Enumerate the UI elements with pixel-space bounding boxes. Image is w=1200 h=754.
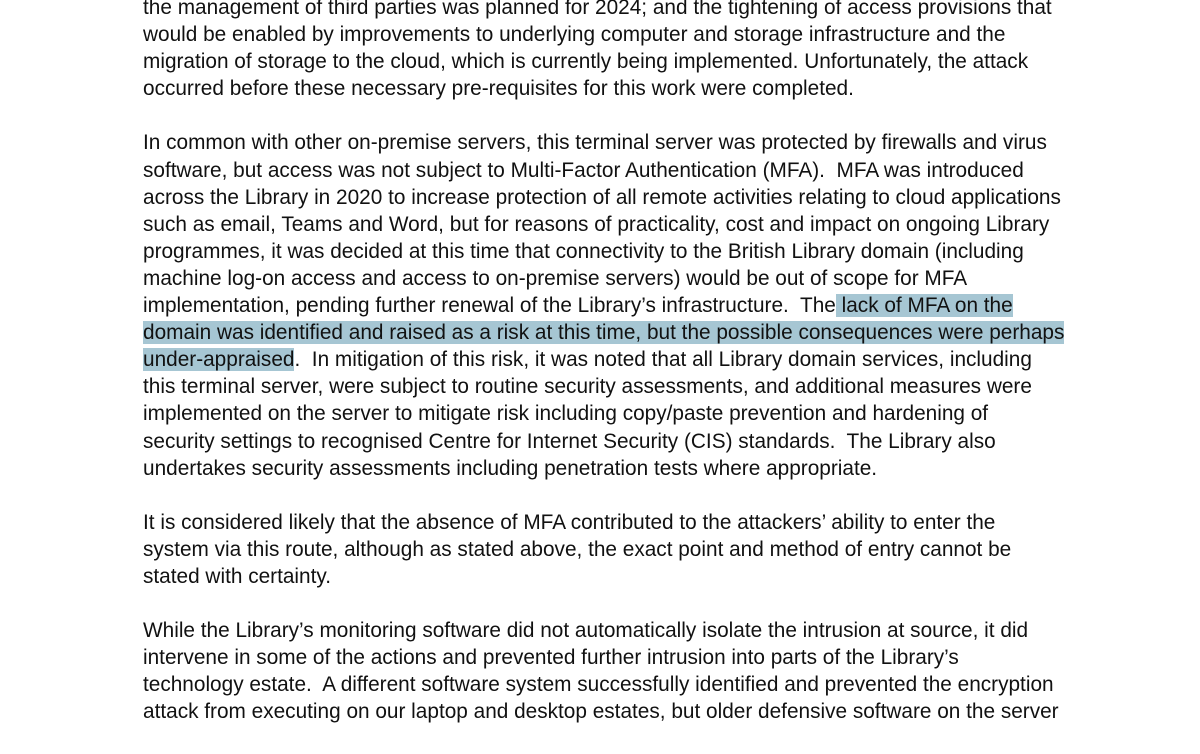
text-line: It is considered likely that the absence of MFA contributed to the attackers’ ability to enter the	[143, 510, 996, 534]
text-line: While the Library’s monitoring software did not automatically isolate the intrusion at source, it did	[143, 619, 1029, 643]
text-line: this terminal server, were subject to routine security assessments, and additional measures were	[143, 375, 1032, 399]
selected-text-highlight[interactable]: lack of MFA on the	[835, 294, 1013, 318]
text-line: technology estate. A different software system successfully identified and prevented the encryption	[143, 673, 1054, 697]
text-line: attack from executing on our laptop and desktop estates, but older defensive software on the server	[143, 700, 1059, 724]
text-run: . In mitigation of this risk, it was noted that all Library domain services, including	[294, 348, 1032, 372]
text-line: across the Library in 2020 to increase protection of all remote activities relating to cloud applications	[143, 185, 1061, 209]
text-line: undertakes security assessments including penetration tests where appropriate.	[143, 456, 878, 480]
paragraph-4	[143, 617, 1183, 725]
text-line: intervene in some of the actions and prevented further intrusion into parts of the Library’s	[143, 646, 959, 670]
text-line: occurred before these necessary pre-requisites for this work were completed.	[143, 77, 854, 101]
text-line: machine log-on access and access to on-premise servers) would be out of scope for MFA	[143, 266, 968, 290]
selected-text-highlight[interactable]: domain was identified and raised as a risk at this time, but the possible consequences were perhaps	[143, 321, 1065, 345]
text-line: security settings to recognised Centre for Internet Security (CIS) standards. The Library also	[143, 429, 996, 453]
text-line: such as email, Teams and Word, but for reasons of practicality, cost and impact on ongoing Library	[143, 212, 1050, 236]
paragraph-spacer	[143, 482, 1183, 509]
text-line	[143, 346, 1183, 373]
text-line: the management of third parties was planned for 2024; and the tightening of access provisions that	[143, 0, 1052, 19]
text-line: system via this route, although as stated above, the exact point and method of entry cannot be	[143, 537, 1012, 561]
paragraph-2	[143, 129, 1183, 481]
text-line	[143, 319, 1183, 346]
text-run: implementation, pending further renewal of the Library’s infrastructure. The	[143, 294, 836, 318]
text-line: would be enabled by improvements to underlying computer and storage infrastructure and the	[143, 23, 1006, 47]
paragraph-spacer	[143, 102, 1183, 129]
text-line: In common with other on-premise servers, this terminal server was protected by firewalls and virus	[143, 131, 1047, 155]
text-line: programmes, it was decided at this time that connectivity to the British Library domain (including	[143, 239, 1024, 263]
paragraph-spacer	[143, 590, 1183, 617]
paragraph-1	[143, 0, 1183, 102]
text-line	[143, 292, 1183, 319]
selected-text-highlight[interactable]: under-appraised	[143, 348, 295, 372]
document-body	[143, 0, 1183, 726]
text-line: migration of storage to the cloud, which is currently being implemented. Unfortunately, the attack	[143, 50, 1029, 74]
text-line: software, but access was not subject to Multi-Factor Authentication (MFA). MFA was introduced	[143, 158, 1024, 182]
text-line: stated with certainty.	[143, 564, 332, 588]
paragraph-3	[143, 509, 1183, 590]
text-line: implemented on the server to mitigate risk including copy/paste prevention and hardening of	[143, 402, 989, 426]
